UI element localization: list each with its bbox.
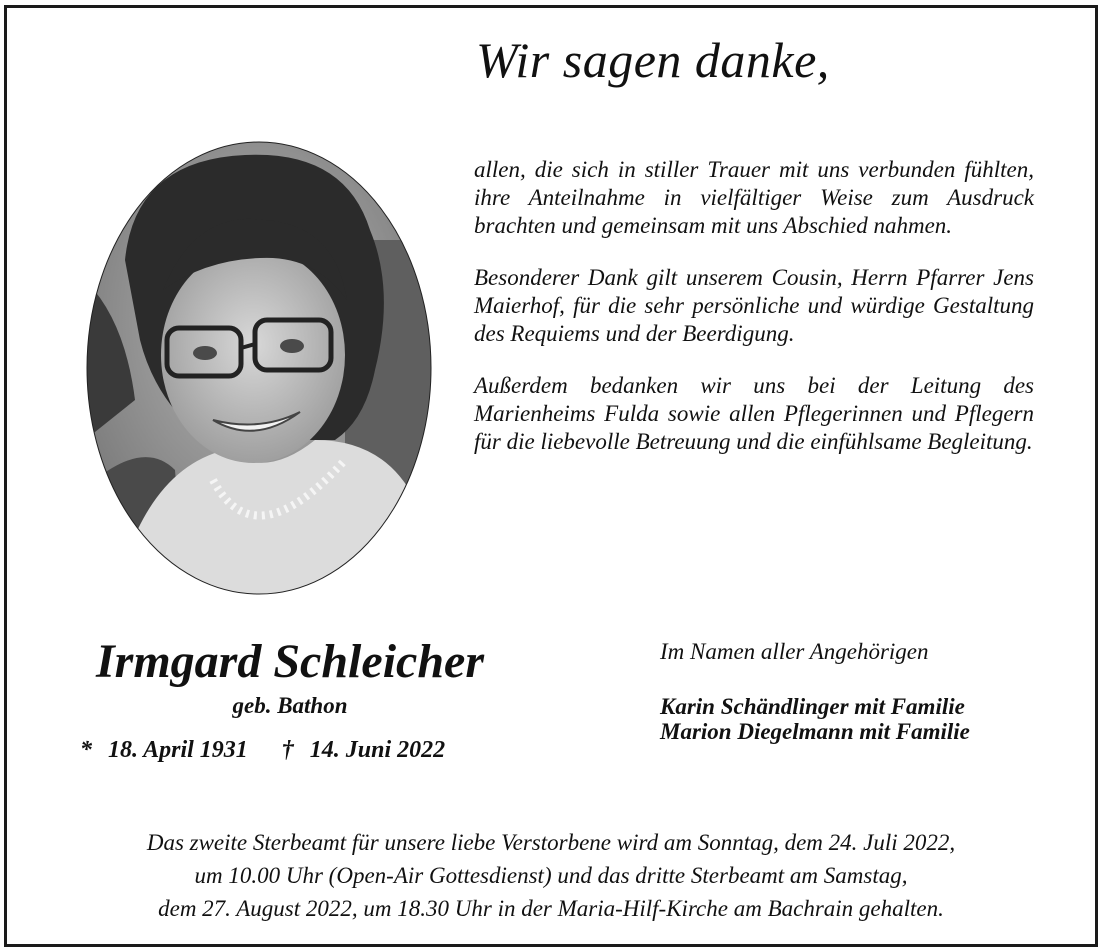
thanks-paragraph: Besonderer Dank gilt unserem Cousin, Herrn Pfarrer Jens Maierhof, für die sehr persönliche und würdige Gestaltung des Requiems und der Beerdigung. — [474, 265, 1034, 346]
family-member: Marion Diegelmann mit Familie — [660, 719, 970, 744]
service-notice — [20, 826, 1082, 925]
death-cross-icon: † — [281, 737, 294, 763]
family-intro: Im Namen aller Angehörigen — [660, 639, 929, 664]
thanks-text — [474, 156, 1034, 480]
birth-date: 18. April 1931 — [108, 737, 248, 763]
notice-line: dem 27. August 2022, um 18.30 Uhr in der Maria-Hilf-Kirche am Bachrain gehalten. — [158, 896, 944, 921]
death-date: 14. Juni 2022 — [309, 737, 446, 763]
birth-star-icon: * — [80, 737, 92, 763]
headline: Wir sagen danke, — [476, 32, 830, 88]
life-dates — [80, 735, 510, 765]
portrait-photo — [85, 140, 433, 596]
deceased-name: Irmgard Schleicher — [95, 635, 485, 688]
notice-line: um 10.00 Uhr (Open-Air Gottesdienst) und das dritte Sterbeamt am Samstag, — [194, 863, 908, 888]
maiden-name: geb. Bathon — [232, 693, 348, 718]
family-list — [660, 694, 970, 744]
thanks-paragraph: allen, die sich in stiller Trauer mit uns verbunden fühlten, ihre Anteilnahme in vielfältiger Weise zum Ausdruck brachten und gemeinsam mit uns Abschied nahmen. — [474, 157, 1034, 238]
family-member: Karin Schändlinger mit Familie — [660, 694, 965, 719]
thanks-paragraph: Außerdem bedanken wir uns bei der Leitung des Marienheims Fulda sowie allen Pflegerinnen und Pflegern für die liebevolle Betreuung und die einfühlsame Begleitung. — [474, 373, 1034, 454]
notice-line: Das zweite Sterbeamt für unsere liebe Verstorbene wird am Sonntag, dem 24. Juli 2022, — [146, 830, 956, 855]
